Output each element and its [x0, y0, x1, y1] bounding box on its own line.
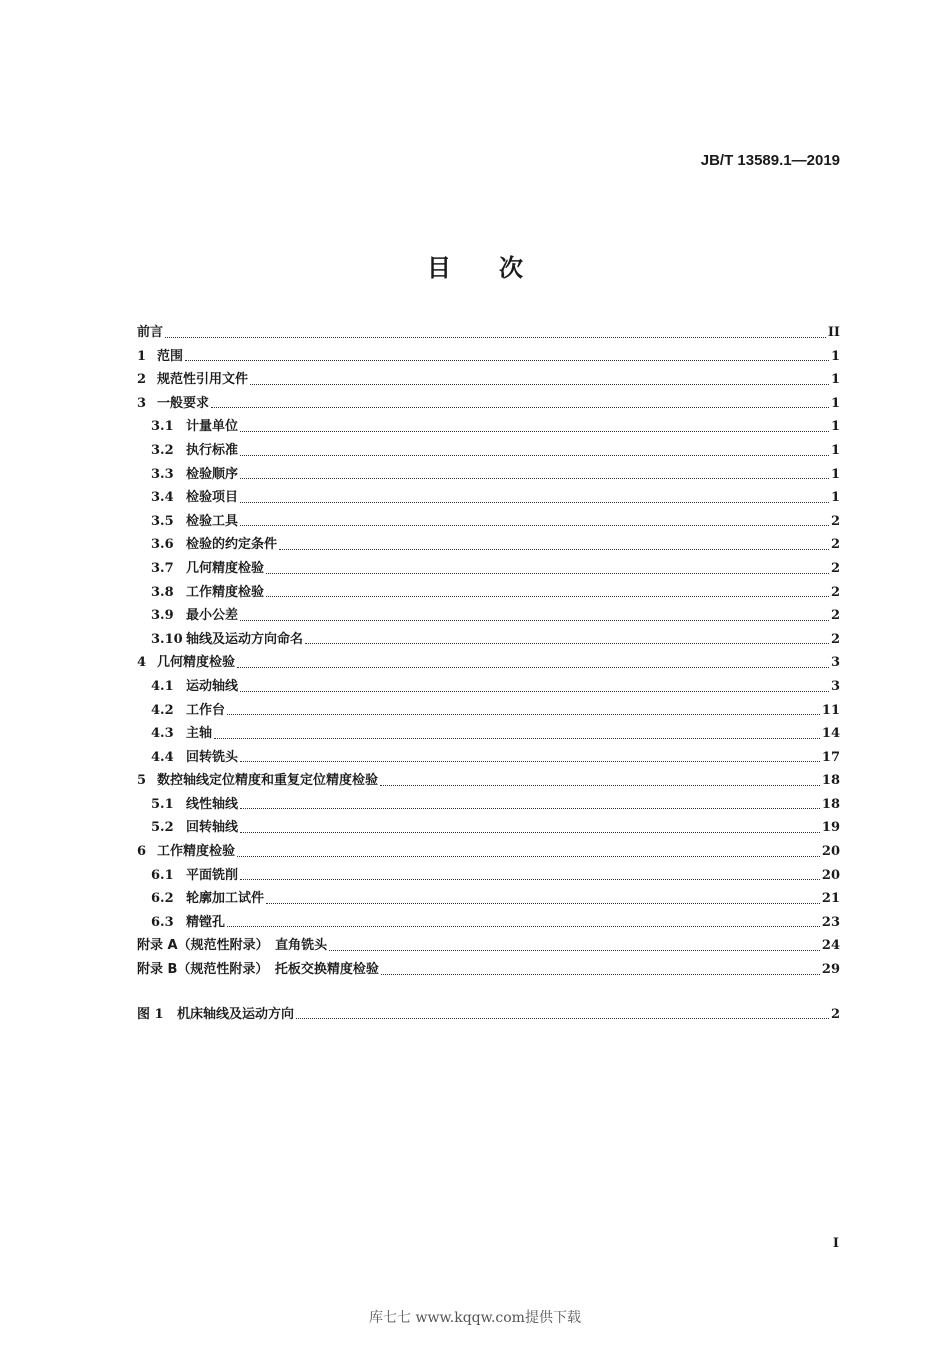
- toc-entry-page: 18: [821, 796, 840, 812]
- dot-leader: [305, 642, 829, 644]
- toc-entry-page: 1: [830, 490, 840, 506]
- toc-entry[interactable]: [137, 533, 840, 557]
- toc-entry-number: 3.6: [151, 537, 174, 553]
- toc-entry[interactable]: [137, 628, 840, 652]
- dot-leader: [240, 690, 829, 692]
- toc-entry-title: 轴线及运动方向命名: [186, 631, 304, 647]
- toc-gap: [137, 982, 840, 1003]
- figure-entry[interactable]: [137, 1003, 840, 1027]
- toc-entry-number: 3.8: [151, 584, 174, 600]
- toc-entry[interactable]: [137, 675, 840, 699]
- toc-entry[interactable]: [137, 439, 840, 463]
- toc-entry-number: 4.3: [151, 726, 174, 742]
- dot-leader: [227, 925, 820, 927]
- dot-leader: [237, 666, 829, 668]
- dot-leader: [240, 430, 829, 432]
- toc-entry-number: 3.4: [151, 490, 174, 506]
- toc-entry-number: 1: [137, 348, 147, 364]
- toc-entry-page: 23: [821, 914, 840, 930]
- table-of-contents: [137, 321, 840, 1026]
- toc-entry-title: 执行标准: [186, 442, 239, 458]
- dot-leader: [329, 949, 820, 951]
- toc-entry-page: 1: [830, 348, 840, 364]
- toc-entry-page: 11: [821, 702, 840, 718]
- toc-entry[interactable]: [137, 651, 840, 675]
- toc-entry-page: 2: [830, 608, 840, 624]
- toc-entry[interactable]: [137, 699, 840, 723]
- toc-entry-number: 3.7: [151, 560, 174, 576]
- toc-entry[interactable]: [137, 368, 840, 392]
- toc-entry-number: 6: [137, 844, 147, 860]
- toc-entry-number: 5.2: [151, 820, 174, 836]
- toc-entry-title: 几何精度检验: [157, 655, 236, 671]
- toc-entry-title: 线性轴线: [186, 796, 239, 812]
- dot-leader: [185, 359, 829, 361]
- toc-entry-page: 3: [830, 655, 840, 671]
- toc-entry-number: 6.2: [151, 891, 174, 907]
- toc-entry[interactable]: [137, 510, 840, 534]
- toc-entry-page: 1: [830, 466, 840, 482]
- toc-entry-title: 工作台: [186, 702, 226, 718]
- toc-entry[interactable]: [137, 887, 840, 911]
- toc-entry-title: 主轴: [186, 726, 213, 742]
- toc-entry[interactable]: [137, 604, 840, 628]
- toc-entry-title: 附录 A（规范性附录） 直角铣头: [137, 938, 328, 954]
- toc-entry[interactable]: [137, 793, 840, 817]
- dot-leader: [240, 619, 829, 621]
- toc-entry-title: 平面铣削: [186, 867, 239, 883]
- toc-entry-page: 2: [830, 584, 840, 600]
- dot-leader: [240, 454, 829, 456]
- toc-entry-number: 4.2: [151, 702, 174, 718]
- toc-entry[interactable]: [137, 321, 840, 345]
- toc-entries: [137, 321, 840, 982]
- toc-entry-title: 数控轴线定位精度和重复定位精度检验: [157, 773, 379, 789]
- toc-entry-page: 1: [830, 442, 840, 458]
- toc-entry-title: 检验项目: [186, 490, 239, 506]
- toc-entry-title: 机床轴线及运动方向: [177, 1006, 295, 1022]
- toc-entry-number: 4.1: [151, 678, 174, 694]
- toc-entry-page: 2: [830, 560, 840, 576]
- dot-leader: [240, 760, 820, 762]
- page-number: I: [832, 1236, 839, 1251]
- toc-entry-number: 6.3: [151, 914, 174, 930]
- toc-entry[interactable]: [137, 864, 840, 888]
- toc-entry-page: 17: [821, 749, 840, 765]
- toc-entry-title: 回转轴线: [186, 820, 239, 836]
- toc-entry-page: 2: [830, 631, 840, 647]
- toc-entry-page: 2: [830, 513, 840, 529]
- toc-entry-title: 几何精度检验: [186, 560, 265, 576]
- toc-entry-title: 轮廓加工试件: [186, 891, 265, 907]
- toc-entry-title: 运动轴线: [186, 678, 239, 694]
- dot-leader: [240, 878, 820, 880]
- toc-entry[interactable]: [137, 746, 840, 770]
- toc-entry-title: 检验的约定条件: [186, 537, 278, 553]
- dot-leader: [240, 477, 829, 479]
- toc-entry[interactable]: [137, 415, 840, 439]
- toc-entry-number: 3.3: [151, 466, 174, 482]
- toc-entry-title: 检验工具: [186, 513, 239, 529]
- toc-entry-title: 一般要求: [157, 395, 210, 411]
- dot-leader: [266, 902, 820, 904]
- dot-leader: [380, 784, 820, 786]
- toc-entry-page: 14: [821, 726, 840, 742]
- toc-entry-number: 3: [137, 395, 147, 411]
- toc-entry[interactable]: [137, 911, 840, 935]
- toc-entry[interactable]: [137, 392, 840, 416]
- dot-leader: [211, 406, 829, 408]
- toc-entry-title: 附录 B（规范性附录） 托板交换精度检验: [137, 962, 379, 978]
- toc-entry-number: 3.2: [151, 442, 174, 458]
- toc-entry-page: 20: [821, 844, 840, 860]
- footer-watermark: 库七七 www.kqqw.com提供下载: [369, 1310, 581, 1326]
- toc-entry-number: 3.10: [151, 631, 183, 647]
- toc-entry-number: 6.1: [151, 867, 174, 883]
- dot-leader: [214, 737, 820, 739]
- toc-entry-page: 29: [821, 962, 840, 978]
- toc-entry-page: 1: [830, 419, 840, 435]
- toc-entry-number: 4.4: [151, 749, 174, 765]
- toc-entry-page: 2: [830, 1006, 840, 1022]
- toc-entry-page: 18: [821, 773, 840, 789]
- toc-entry-number: 4: [137, 655, 147, 671]
- toc-entry[interactable]: [137, 769, 840, 793]
- toc-entry-title: 检验顺序: [186, 466, 239, 482]
- toc-entry-page: 1: [830, 372, 840, 388]
- toc-entry-title: 工作精度检验: [186, 584, 265, 600]
- dot-leader: [227, 713, 820, 715]
- toc-entry-page: 21: [821, 891, 840, 907]
- standard-code: JB/T 13589.1—2019: [700, 152, 840, 169]
- toc-entry-page: II: [827, 325, 840, 340]
- page-title: 目次: [427, 254, 571, 282]
- toc-entry-page: 24: [821, 938, 840, 954]
- dot-leader: [165, 336, 826, 338]
- toc-entry[interactable]: [137, 722, 840, 746]
- dot-leader: [240, 807, 820, 809]
- toc-entry-number: 5.1: [151, 796, 174, 812]
- toc-entry-number: 图 1: [137, 1006, 164, 1022]
- toc-entry[interactable]: [137, 816, 840, 840]
- toc-entry-number: 3.5: [151, 513, 174, 529]
- dot-leader: [237, 855, 820, 857]
- toc-entry-title: 最小公差: [186, 608, 239, 624]
- toc-entry[interactable]: [137, 934, 840, 958]
- toc-entry[interactable]: [137, 463, 840, 487]
- toc-entry-number: 3.9: [151, 608, 174, 624]
- toc-entry[interactable]: [137, 345, 840, 369]
- toc-entry-number: 2: [137, 372, 147, 388]
- dot-leader: [279, 548, 829, 550]
- toc-entry[interactable]: [137, 958, 840, 982]
- toc-entry-title: 范围: [157, 348, 184, 364]
- dot-leader: [240, 831, 820, 833]
- toc-entry-number: 5: [137, 773, 147, 789]
- toc-entry[interactable]: [137, 557, 840, 581]
- dot-leader: [240, 501, 829, 503]
- toc-entry-title: 精镗孔: [186, 914, 226, 930]
- toc-entry-page: 1: [830, 395, 840, 411]
- toc-entry-page: 19: [821, 820, 840, 836]
- figure-list: [137, 1003, 840, 1027]
- dot-leader: [381, 973, 820, 975]
- dot-leader: [296, 1017, 829, 1019]
- toc-entry[interactable]: [137, 486, 840, 510]
- dot-leader: [240, 524, 829, 526]
- toc-entry[interactable]: [137, 581, 840, 605]
- toc-entry-number: 3.1: [151, 419, 174, 435]
- toc-entry-title: 工作精度检验: [157, 844, 236, 860]
- toc-entry-title: 前言: [137, 325, 164, 340]
- toc-entry[interactable]: [137, 840, 840, 864]
- dot-leader: [250, 383, 829, 385]
- dot-leader: [266, 572, 829, 574]
- toc-entry-page: 20: [821, 867, 840, 883]
- toc-entry-title: 计量单位: [186, 419, 239, 435]
- toc-entry-page: 2: [830, 537, 840, 553]
- toc-entry-title: 回转铣头: [186, 749, 239, 765]
- dot-leader: [266, 595, 829, 597]
- toc-entry-title: 规范性引用文件: [157, 372, 249, 388]
- toc-entry-page: 3: [830, 678, 840, 694]
